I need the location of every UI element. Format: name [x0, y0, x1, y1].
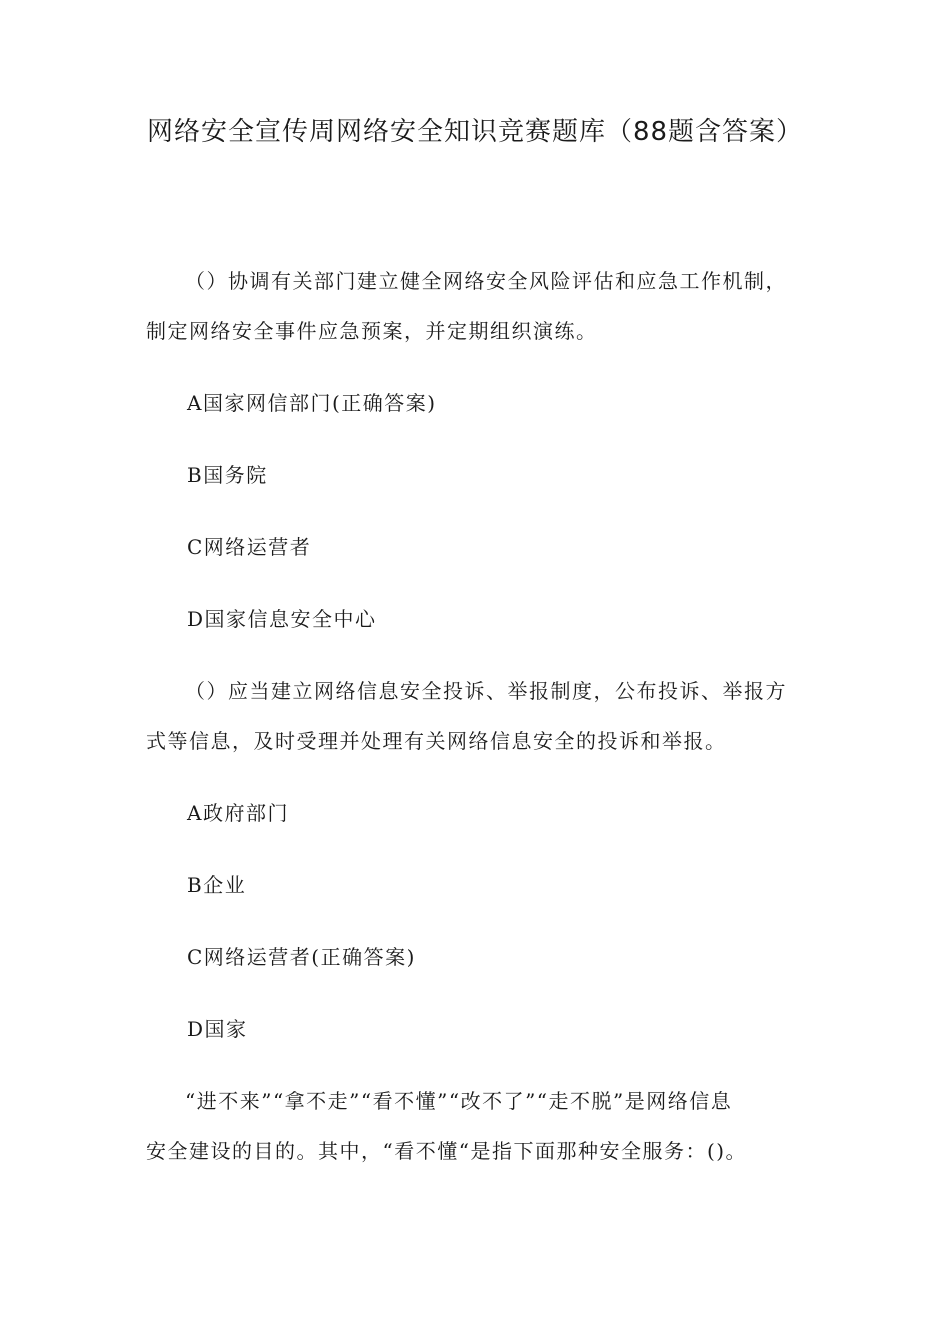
question-2-option-a: A政府部门 [187, 801, 289, 825]
question-2-option-b: B企业 [187, 873, 247, 897]
question-2-option-c: C网络运营者(正确答案) [187, 945, 416, 969]
question-1-option-d: D国家信息安全中心 [187, 607, 377, 631]
question-1-option-a: A国家网信部门(正确答案) [187, 391, 437, 415]
question-1-stem-line-2: 制定网络安全事件应急预案，并定期组织演练。 [146, 319, 598, 343]
question-1-option-b: B国务院 [187, 463, 268, 487]
document-title: 网络安全宣传周网络安全知识竞赛题库（88题含答案） [146, 117, 804, 147]
question-1-option-c: C网络运营者 [187, 535, 312, 559]
question-2-stem-line-1: （）应当建立网络信息安全投诉、举报制度，公布投诉、举报方 [185, 679, 787, 703]
question-1-stem-line-1: （）协调有关部门建立健全网络安全风险评估和应急工作机制， [185, 269, 787, 293]
question-2-option-d: D国家 [187, 1017, 248, 1041]
question-3-stem-line-2: 安全建设的目的。其中，“看不懂“是指下面那种安全服务：()。 [146, 1139, 748, 1163]
question-3-stem-line-1: “进不来”“拿不走”“看不懂”“改不了”“走不脱”是网络信息 [185, 1089, 733, 1113]
question-2-stem-line-2: 式等信息，及时受理并处理有关网络信息安全的投诉和举报。 [146, 729, 727, 753]
